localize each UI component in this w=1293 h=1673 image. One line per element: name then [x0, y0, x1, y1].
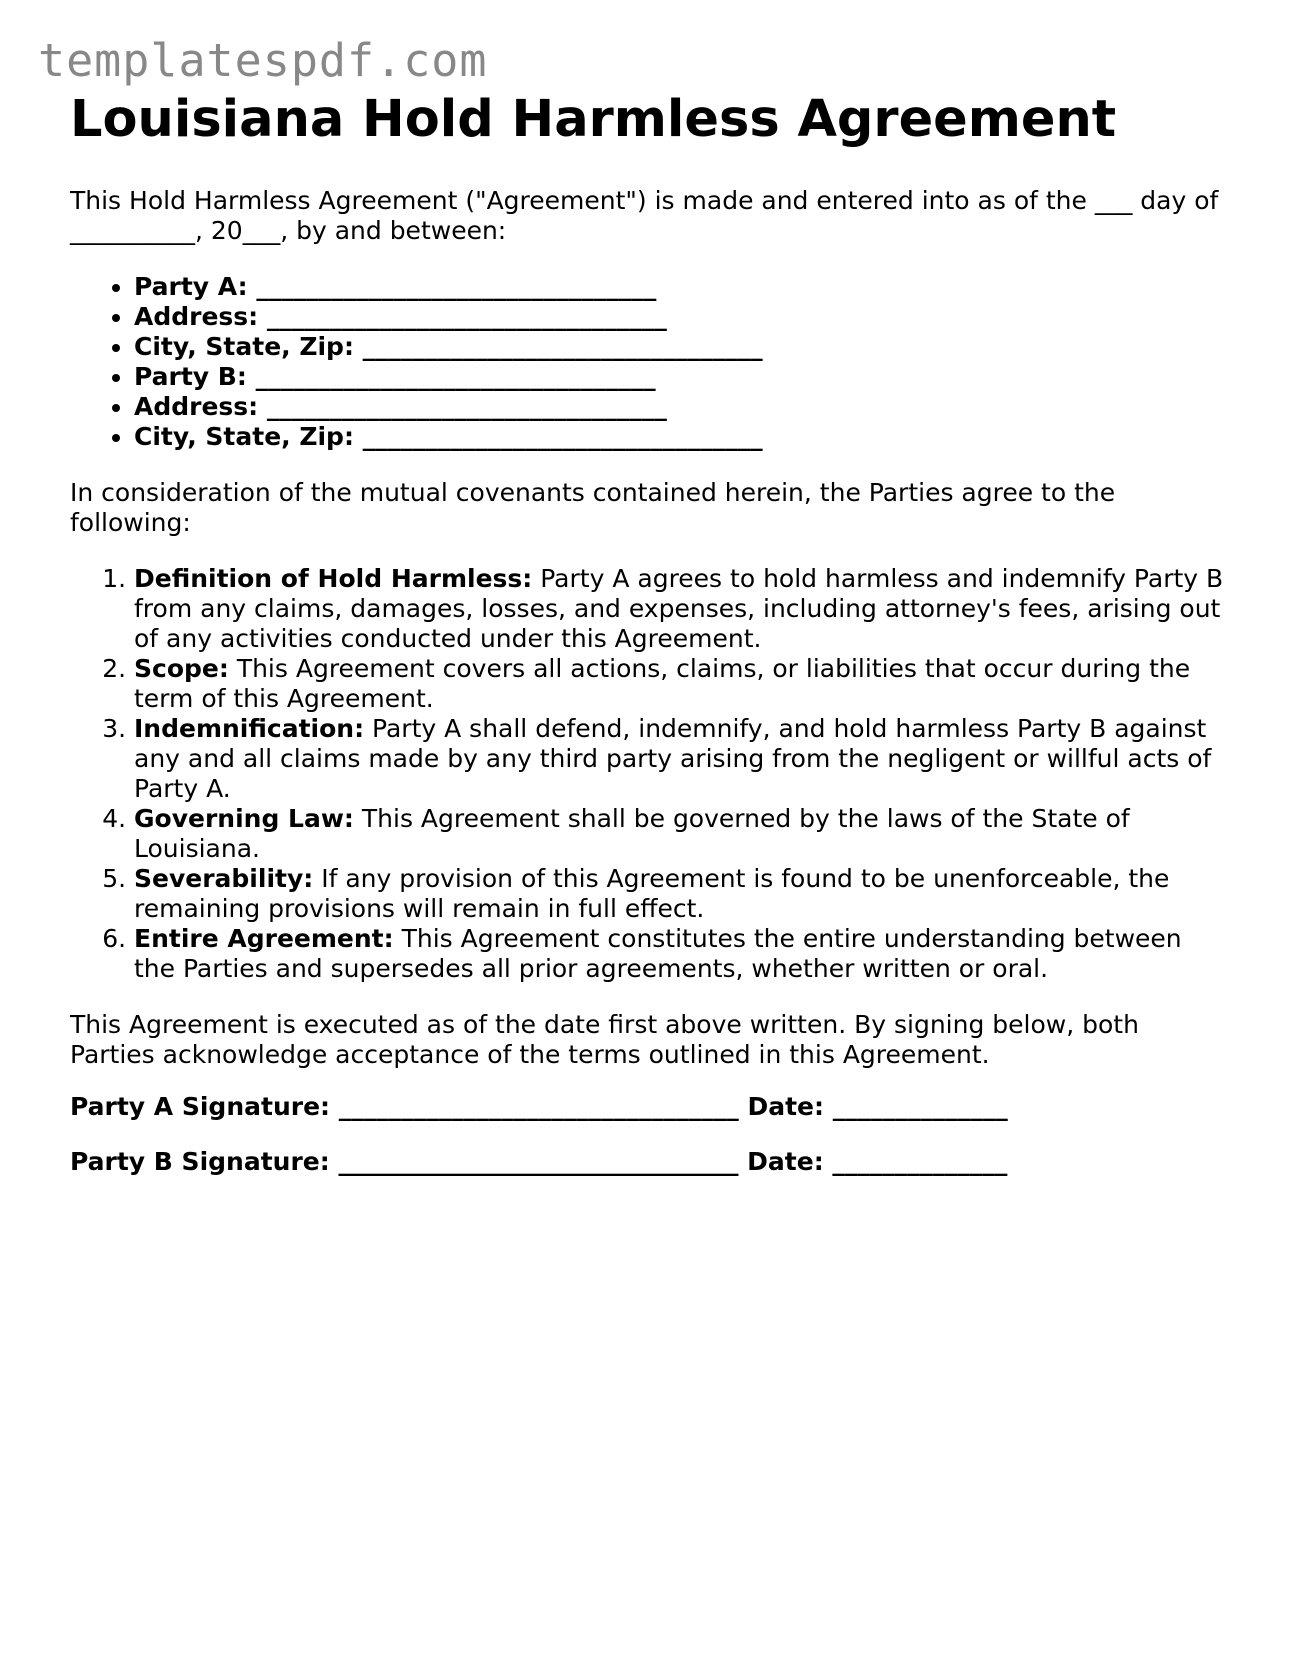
term-heading: Entire Agreement:: [134, 923, 394, 953]
party-item: [134, 392, 1230, 422]
term-text: If any provision of this Agreement is found to be unenforceable, the remaining provisions will remain in full effect.: [134, 863, 1170, 923]
party-blank: ________________________________: [256, 271, 657, 301]
party-list: [70, 272, 1230, 452]
term-heading: Severability:: [134, 863, 314, 893]
date-line: ______________: [832, 1146, 1008, 1176]
party-label: Address:: [134, 301, 259, 331]
party-a-signature-row: [70, 1092, 1230, 1122]
term-text: Party A shall defend, indemnify, and hold harmless Party B against any and all claims made by any third party arising from the negligent or willful acts of Party A.: [134, 713, 1212, 803]
terms-list: [70, 564, 1230, 984]
term-heading: Governing Law:: [134, 803, 354, 833]
document-title: Louisiana Hold Harmless Agreement: [70, 90, 1117, 149]
party-label: Party A:: [134, 271, 248, 301]
term-item: [134, 924, 1230, 984]
term-text: This Agreement covers all actions, claims, or liabilities that occur during the term of this Agreement.: [134, 653, 1191, 713]
party-label: Party B:: [134, 361, 247, 391]
term-item: [134, 654, 1230, 714]
party-item: [134, 422, 1230, 452]
party-blank: ________________________________: [266, 301, 667, 331]
party-item: [134, 272, 1230, 302]
intro-paragraph: This Hold Harmless Agreement ("Agreement") is made and entered into as of the ___ day of __________, 20___, by and between:: [70, 185, 1219, 245]
party-blank: ________________________________: [362, 331, 763, 361]
term-text: This Agreement constitutes the entire understanding between the Parties and supersedes all prior agreements, whether written or oral.: [134, 923, 1182, 983]
party-blank: ________________________________: [362, 421, 763, 451]
date-label: Date:: [747, 1091, 824, 1121]
document-page: [70, 88, 1230, 1177]
term-item: [134, 864, 1230, 924]
watermark: templatespdf.com: [38, 34, 488, 87]
term-text: This Agreement shall be governed by the laws of the State of Louisiana.: [134, 803, 1130, 863]
signature-line: ________________________________: [338, 1146, 739, 1176]
term-item: [134, 714, 1230, 804]
party-item: [134, 302, 1230, 332]
party-label: City, State, Zip:: [134, 421, 354, 451]
term-item: [134, 804, 1230, 864]
signature-line: ________________________________: [338, 1091, 739, 1121]
party-b-signature-row: [70, 1147, 1230, 1177]
signature-label: Party B Signature:: [70, 1146, 330, 1176]
party-item: [134, 332, 1230, 362]
term-heading: Indemnification:: [134, 713, 365, 743]
consideration-paragraph: In consideration of the mutual covenants contained herein, the Parties agree to the following:: [70, 477, 1116, 537]
party-item: [134, 362, 1230, 392]
term-heading: Definition of Hold Harmless:: [134, 563, 533, 593]
term-heading: Scope:: [134, 653, 229, 683]
party-label: Address:: [134, 391, 259, 421]
signature-label: Party A Signature:: [70, 1091, 331, 1121]
execution-paragraph: This Agreement is executed as of the date first above written. By signing below, both Parties acknowledge acceptance of the terms outlined in this Agreement.: [70, 1009, 1139, 1069]
party-label: City, State, Zip:: [134, 331, 354, 361]
party-blank: ________________________________: [266, 391, 667, 421]
date-line: ______________: [832, 1091, 1008, 1121]
date-label: Date:: [747, 1146, 824, 1176]
term-text: Party A agrees to hold harmless and indemnify Party B from any claims, damages, losses, and expenses, including attorney's fees, arising out of any activities conducted under this Agreement.: [134, 563, 1224, 653]
party-blank: ________________________________: [255, 361, 656, 391]
term-item: [134, 564, 1230, 654]
